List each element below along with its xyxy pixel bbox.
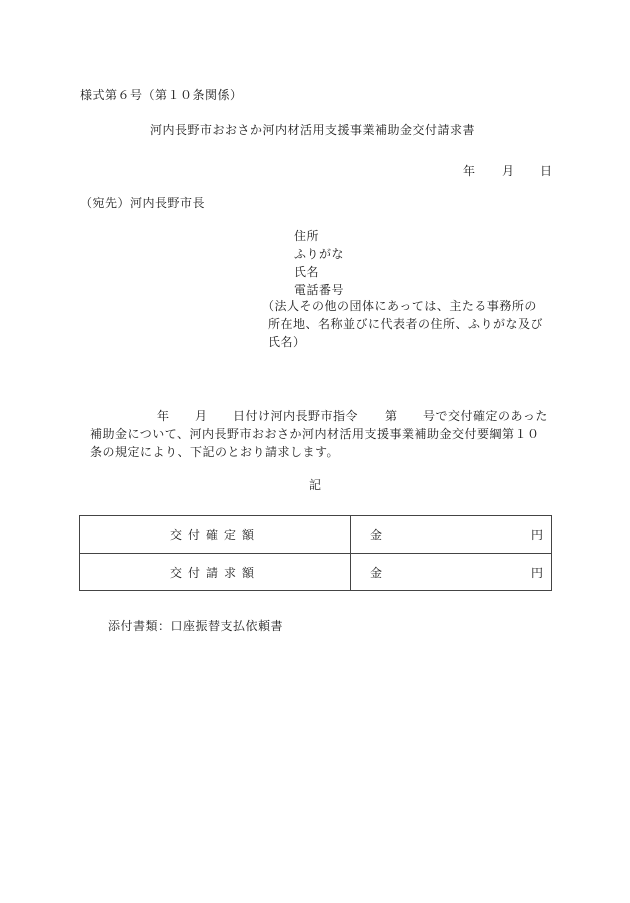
applicant-note-line-2: 所在地、名称並びに代表者の住所、ふりがな及び: [268, 317, 544, 331]
confirmed-amount-yen: 円: [530, 528, 543, 542]
phone-label: 電話番号: [294, 283, 345, 297]
amount-table: [79, 515, 552, 591]
name-label: 氏名: [294, 265, 320, 279]
form-number: 様式第６号（第１０条関係）: [80, 88, 243, 102]
address-label: 住所: [294, 229, 320, 243]
table-row: [80, 516, 551, 554]
body-line-2: 補助金について、河内長野市おおさか河内材活用支援事業補助金交付要綱第１０: [90, 427, 540, 441]
body-mid-text: 日付け河内長野市指令: [233, 409, 359, 423]
confirmed-amount-label: 交付確定額: [169, 528, 260, 542]
body-end-text: 号で交付確定のあった: [423, 409, 548, 423]
date-year: 年: [463, 164, 476, 178]
requested-amount-yen: 円: [530, 566, 543, 580]
applicant-note-line-1: （法人その他の団体にあっては、主たる事務所の: [262, 299, 537, 313]
body-line-3: 条の規定により、下記のとおり請求します。: [90, 445, 340, 459]
furigana-label: ふりがな: [294, 247, 345, 261]
attachment-note: 添付書類：口座振替支払依頼書: [108, 619, 284, 633]
applicant-note-line-3: 氏名）: [268, 335, 306, 349]
body-dai: 第: [385, 409, 398, 423]
date-month: 月: [502, 164, 515, 178]
requested-amount-kin: 金: [370, 566, 383, 580]
body-year: 年: [157, 409, 170, 423]
ki-heading: 記: [309, 478, 322, 492]
requested-amount-label: 交付請求額: [169, 566, 260, 580]
confirmed-amount-kin: 金: [370, 528, 383, 542]
date-day: 日: [540, 164, 553, 178]
body-month: 月: [195, 409, 208, 423]
addressee: （宛先）河内長野市長: [80, 196, 206, 210]
table-row: [80, 554, 551, 591]
document-title: 河内長野市おおさか河内材活用支援事業補助金交付請求書: [150, 123, 476, 137]
